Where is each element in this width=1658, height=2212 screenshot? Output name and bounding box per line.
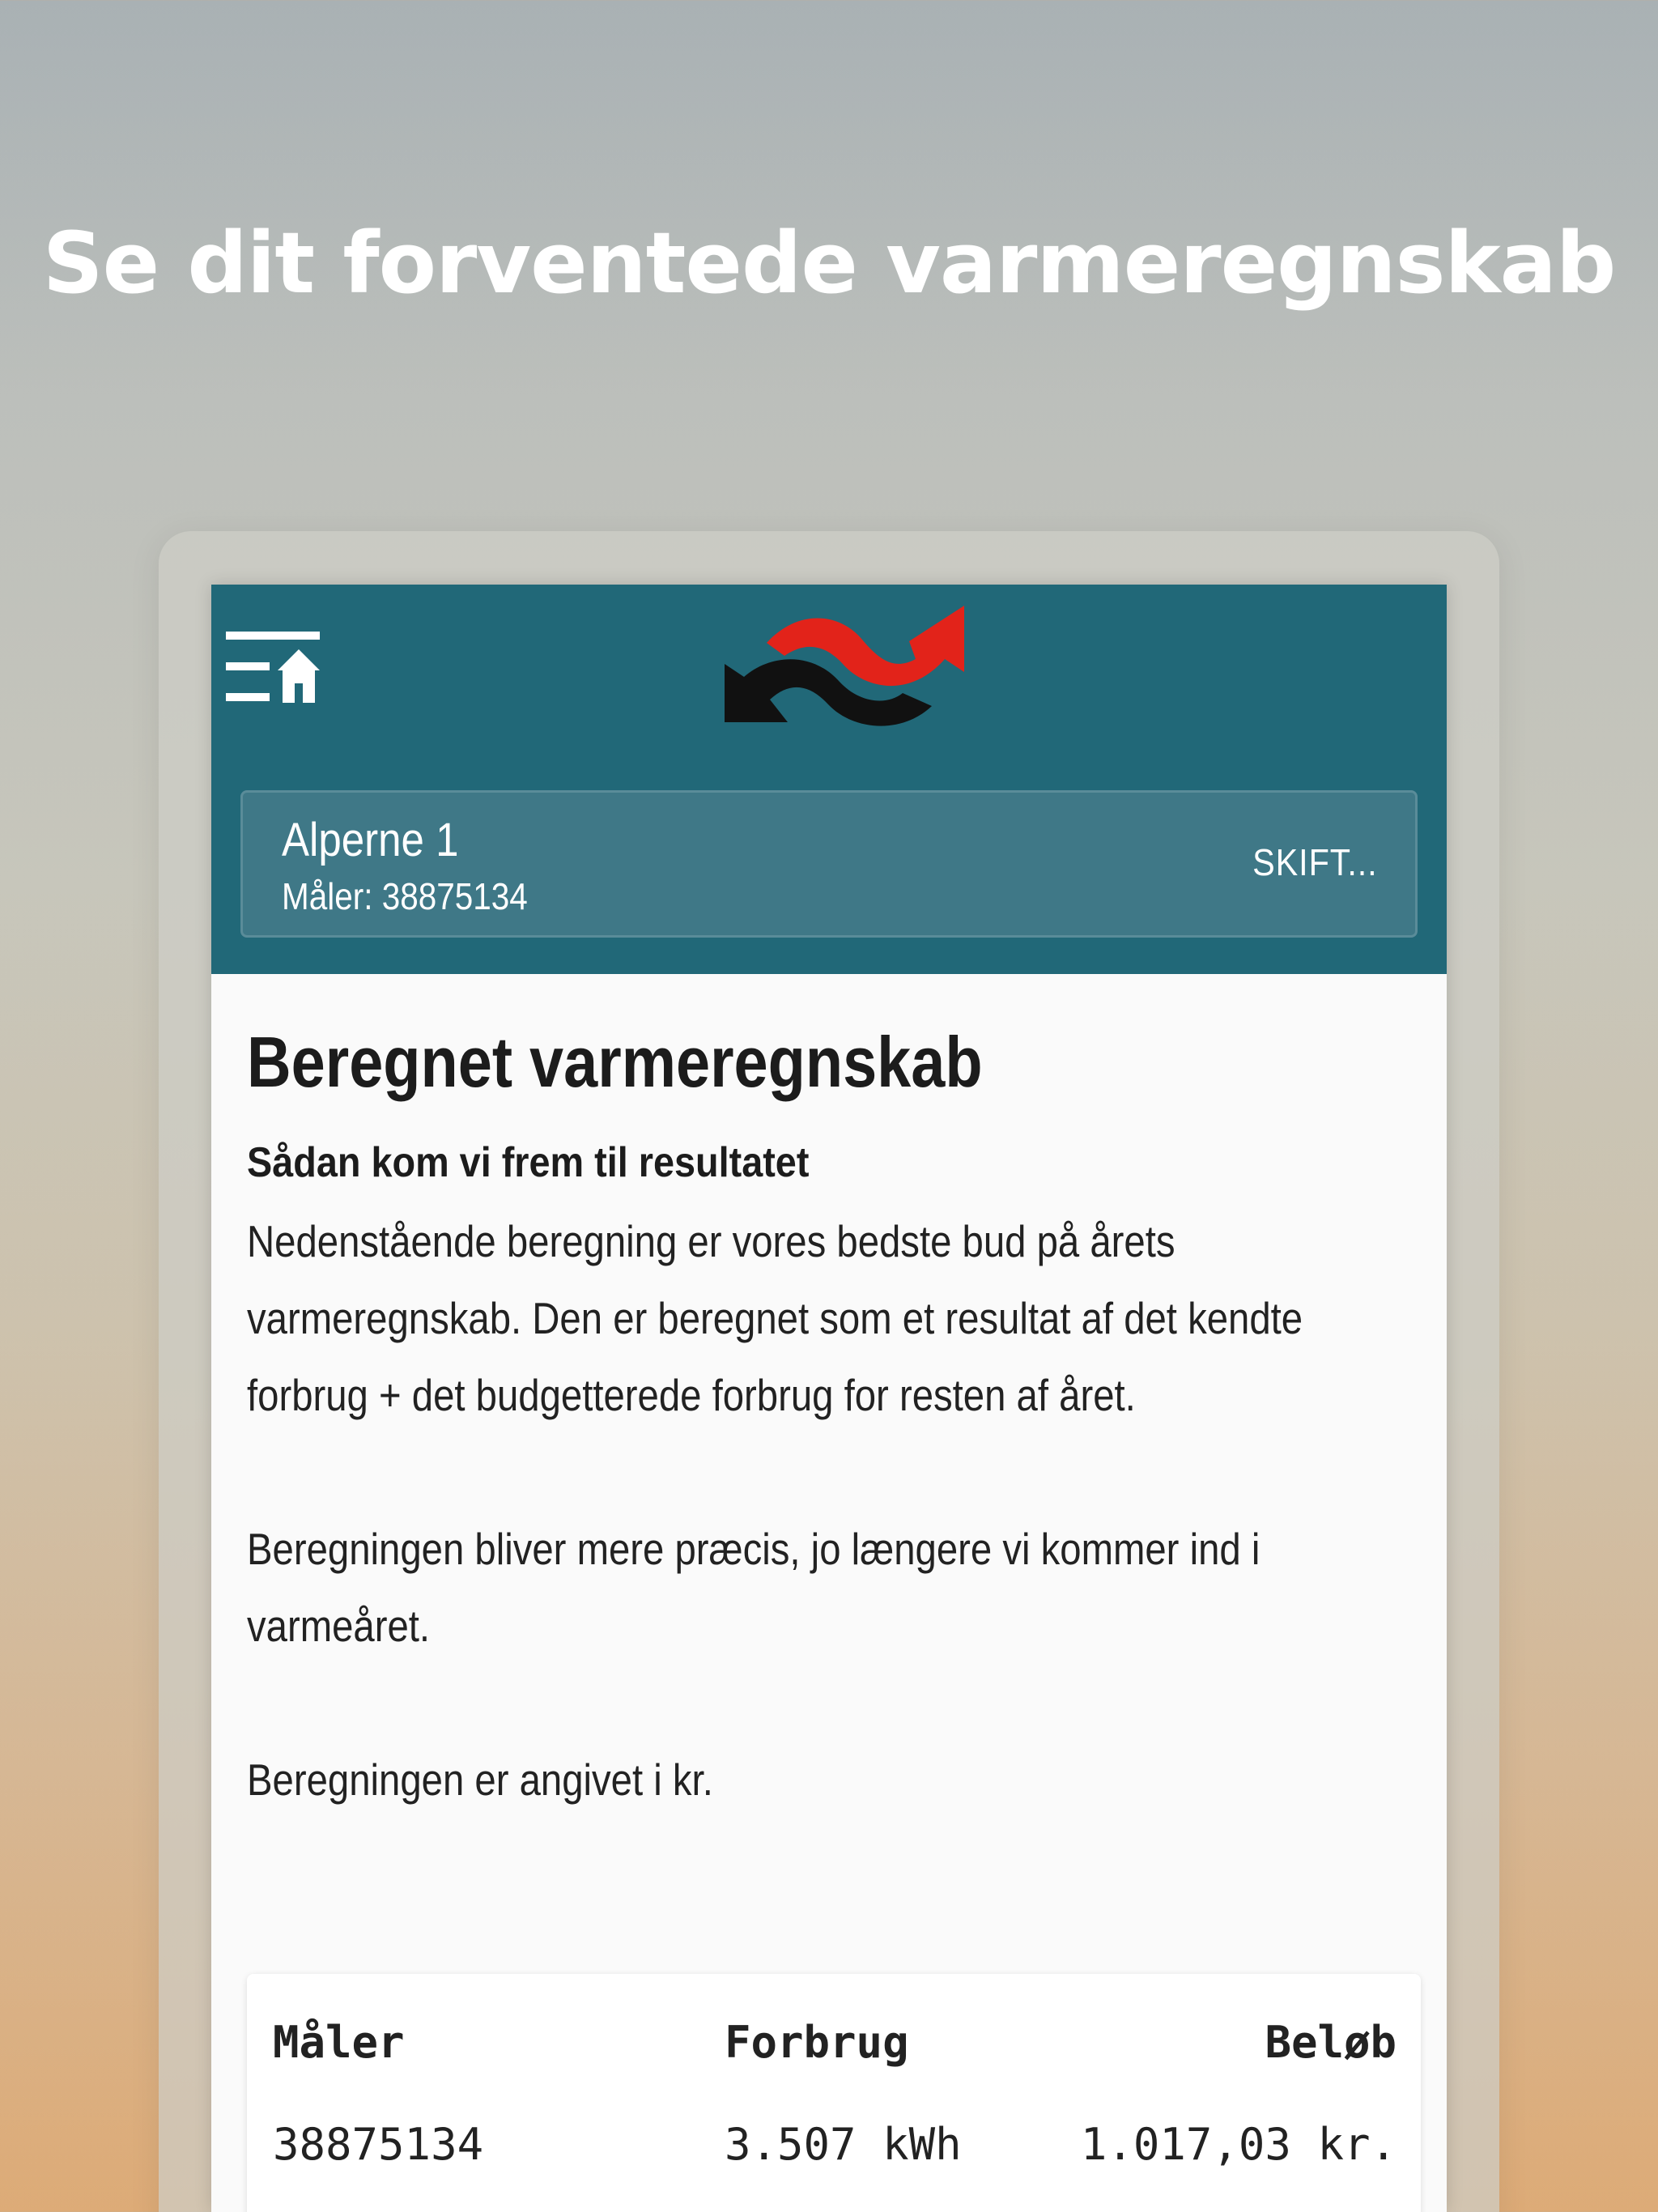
description-paragraph: Nedenstående beregning er vores bedste bud på årets varmeregnskab. Den er beregnet som et resultat af det kendte forbrug + det budgetterede forbrug for resten af året. xyxy=(247,1216,1303,1420)
section-subtitle: Sådan kom vi frem til resultatet xyxy=(247,1139,810,1186)
switch-address-button[interactable]: SKIFT... xyxy=(1252,841,1378,883)
table-header-meter: Måler xyxy=(273,2017,405,2068)
promo-headline: Se dit forventede varmeregnskab xyxy=(42,214,1616,313)
meter-number: Måler: 38875134 xyxy=(282,875,528,917)
address-name: Alperne 1 xyxy=(282,814,459,866)
app-header xyxy=(211,585,1447,974)
description-paragraph: Beregningen er angivet i kr. xyxy=(247,1755,713,1805)
address-card xyxy=(240,790,1418,938)
table-cell-usage: 3.507 kWh xyxy=(725,2119,962,2170)
app-screen xyxy=(211,585,1447,2212)
main-content xyxy=(247,1022,1421,1819)
description-paragraph: Beregningen bliver mere præcis, jo længere vi kommer ind i varmeåret. xyxy=(247,1524,1261,1651)
table-header-amount: Beløb xyxy=(1265,2017,1397,2068)
menu-home-icon[interactable] xyxy=(226,630,321,711)
result-table xyxy=(247,1974,1421,2212)
description xyxy=(247,1203,1375,1819)
page-title: Beregnet varmeregnskab xyxy=(247,1022,983,1102)
table-header-usage: Forbrug xyxy=(725,2017,909,2068)
table-cell-meter: 38875134 xyxy=(273,2119,484,2170)
table-cell-amount: 1.017,03 kr. xyxy=(1080,2119,1397,2170)
district-heating-logo xyxy=(721,604,972,730)
